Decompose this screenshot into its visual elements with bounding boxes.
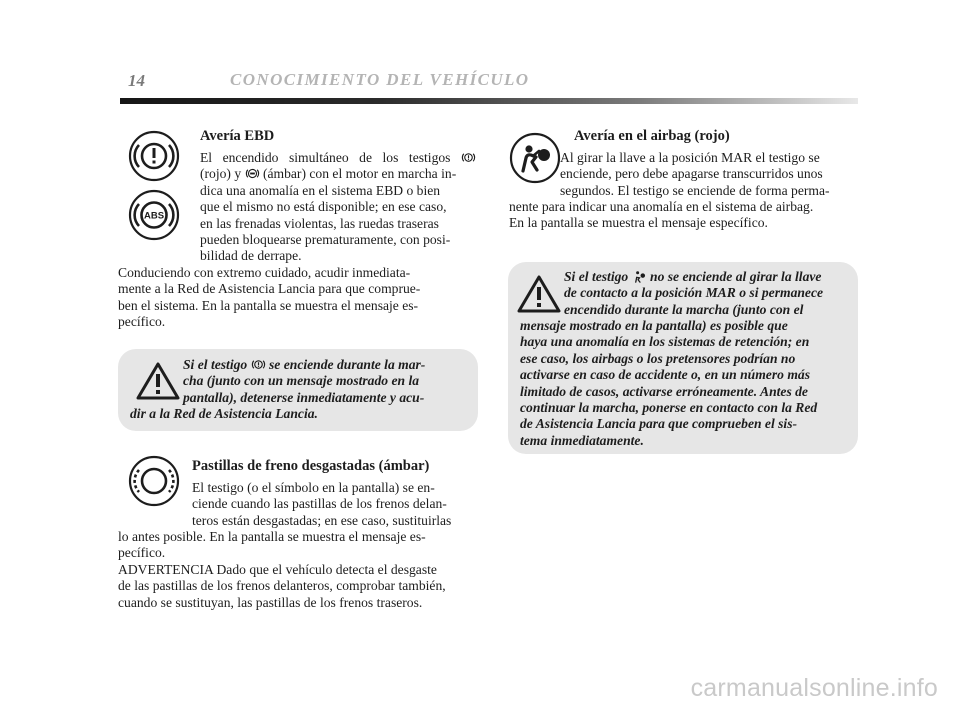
brake-warning-inline-icon bbox=[251, 357, 266, 372]
ebd-heading: Avería EBD bbox=[200, 128, 275, 144]
airbag-note-line-5: haya una anomalía en los sistemas de retención; en bbox=[520, 334, 810, 350]
brake-warning-inline-icon bbox=[461, 150, 476, 165]
ebd-line-7: pueden bloquearse prematuramente, con posi- bbox=[200, 232, 451, 248]
ebd-line-3: (ámbar) con el motor en marcha in- bbox=[262, 166, 457, 182]
airbag-full-line-2: En la pantalla se muestra el mensaje específico. bbox=[509, 215, 768, 231]
airbag-note-line-11: tema inmediatamente. bbox=[520, 432, 644, 448]
ebd-line-2: (rojo) y bbox=[200, 166, 242, 182]
ebd-full-line-2: mente a la Red de Asistencia Lancia para que comprue- bbox=[118, 281, 421, 297]
ebd-note-line-4: dir a la Red de Asistencia Lancia. bbox=[130, 406, 318, 421]
ebd-full-paragraph bbox=[118, 265, 476, 331]
ebd-line-4: dica una anomalía en el sistema EBD o bien bbox=[200, 182, 441, 198]
airbag-note-line-4: mensaje mostrado en la pantalla) es posible que bbox=[520, 318, 788, 333]
pads-full-line-1: lo antes posible. En la pantalla se muestra el mensaje es- bbox=[118, 529, 426, 544]
watermark: carmanualsonline.info bbox=[690, 674, 938, 702]
airbag-note-line-1b: no se enciende al girar la llave bbox=[650, 269, 822, 284]
pads-full-line-4: de las pastillas de los frenos delanteros, comprobar también, bbox=[118, 578, 446, 594]
airbag-note-line-9: continuar la marcha, ponerse en contacto con la Red bbox=[520, 400, 818, 416]
airbag-note-line-2: de contacto a la posición MAR o si permanece bbox=[564, 285, 824, 301]
ebd-line-1: El encendido simultáneo de los testigos bbox=[200, 150, 451, 165]
warning-triangle-icon bbox=[517, 275, 561, 313]
airbag-inline-icon bbox=[632, 269, 647, 284]
abs-inline-icon bbox=[245, 166, 260, 181]
ebd-note-line-2: cha (junto con un mensaje mostrado en la bbox=[183, 373, 420, 389]
airbag-note-line-8: limitado de casos, activarse erróneamente. Antes de bbox=[520, 383, 808, 399]
airbag-note-line-1: Si el testigo bbox=[564, 269, 629, 284]
ebd-line-5: que el mismo no está disponible; en ese caso, bbox=[200, 199, 447, 215]
airbag-note-line-3: encendido durante la marcha (junto con el bbox=[564, 301, 804, 317]
ebd-note-line-1: Si el testigo bbox=[183, 357, 248, 372]
pads-full-paragraph bbox=[118, 529, 478, 611]
airbag-line-3: segundos. El testigo se enciende de forma perma- bbox=[560, 182, 830, 198]
pads-full-line-2: pecífico. bbox=[118, 545, 166, 561]
ebd-note-text bbox=[183, 357, 465, 406]
warning-triangle-icon bbox=[136, 362, 180, 400]
ebd-full-line-3: ben el sistema. En la pantalla se muestra el mensaje es- bbox=[118, 297, 419, 313]
airbag-full-line-1: nente para indicar una anomalía en el sistema de airbag. bbox=[509, 199, 814, 214]
pads-indent-paragraph bbox=[192, 480, 476, 529]
pads-line-2: ciende cuando las pastillas de los frenos delan- bbox=[192, 496, 447, 512]
airbag-indent-paragraph bbox=[560, 150, 858, 199]
airbag-note-line-10: de Asistencia Lancia para que comprueben el sis- bbox=[520, 416, 798, 432]
ebd-full-line-1: Conduciendo con extremo cuidado, acudir inmediata- bbox=[118, 265, 411, 280]
ebd-note-line-3: pantalla), detenerse inmediatamente y acu- bbox=[183, 389, 425, 405]
airbag-note-line-7: activarse en caso de accidente o, en un número más bbox=[520, 367, 810, 383]
airbag-icon bbox=[509, 132, 561, 184]
brake-warning-icon bbox=[128, 130, 180, 182]
airbag-line-2: enciende, pero debe apagarse transcurridos unos bbox=[560, 166, 823, 182]
abs-icon bbox=[128, 189, 180, 241]
ebd-indent-paragraph bbox=[200, 150, 476, 265]
header-rule bbox=[120, 98, 858, 104]
pads-full-line-3: ADVERTENCIA Dado que el vehículo detecta el desgaste bbox=[118, 561, 437, 577]
ebd-full-line-4: pecífico. bbox=[118, 314, 166, 330]
airbag-note-line-6: ese caso, los airbags o los pretensores podrían no bbox=[520, 350, 796, 366]
ebd-note-line-1b: se enciende durante la mar- bbox=[269, 357, 426, 372]
ebd-line-8: bilidad de derrape. bbox=[200, 248, 302, 264]
pads-heading: Pastillas de freno desgastadas (ámbar) bbox=[192, 458, 430, 474]
pads-line-3: teros están desgastadas; en ese caso, sustituirlas bbox=[192, 512, 452, 528]
pads-line-1: El testigo (o el símbolo en la pantalla) se en- bbox=[192, 480, 435, 495]
pads-full-line-5: cuando se sustituyan, las pastillas de los frenos traseros. bbox=[118, 594, 423, 610]
airbag-full-paragraph bbox=[509, 199, 859, 232]
page-header-title: CONOCIMIENTO DEL VEHÍCULO bbox=[230, 70, 530, 89]
airbag-line-1: Al girar la llave a la posición MAR el testigo se bbox=[560, 150, 820, 165]
page-number: 14 bbox=[128, 71, 145, 90]
abs-icon-label: ABS bbox=[143, 210, 165, 222]
ebd-line-6: en las frenadas violentas, las ruedas traseras bbox=[200, 215, 439, 231]
brake-pads-icon bbox=[128, 455, 180, 507]
airbag-note-full bbox=[520, 318, 850, 449]
airbag-note-indent bbox=[564, 269, 850, 318]
airbag-heading: Avería en el airbag (rojo) bbox=[574, 128, 730, 144]
